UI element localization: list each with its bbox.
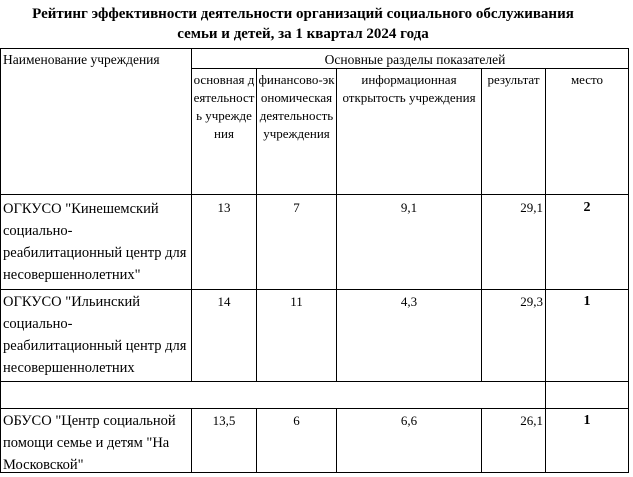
- report-title-line2: семьи и детей, за 1 квартал 2024 года: [177, 26, 429, 42]
- main-activity-score: 13,5: [212, 413, 236, 428]
- header-main-activity: основная деятельность учреждения: [193, 72, 255, 141]
- info-openness-score: 6,6: [400, 413, 418, 428]
- header-main-sections: Основные разделы показателей: [324, 52, 506, 67]
- header-institution: Наименование учреждения: [3, 52, 160, 67]
- header-place: место: [570, 72, 604, 87]
- place-value: 1: [583, 413, 591, 428]
- institution-name: ОБУСО "Центр социальной помощи семье и детям "На Московской": [3, 413, 176, 473]
- place-value: 2: [583, 200, 591, 215]
- header-info-openness: информационная открытость учреждения: [342, 72, 476, 105]
- financial-activity-score: 11: [290, 294, 303, 309]
- institution-name: ОГКУСО "Кинешемский социально-реабилитационный центр для несовершеннолетних": [3, 201, 187, 283]
- report-title-line1: Рейтинг эффективности деятельности организаций социального обслуживания: [32, 6, 574, 22]
- info-openness-score: 4,3: [400, 294, 418, 309]
- institution-name: ОГКУСО "Ильинский социально-реабилитационный центр для несовершеннолетних: [3, 294, 187, 376]
- result-score: 26,1: [520, 413, 543, 428]
- main-activity-score: 14: [217, 294, 231, 309]
- info-openness-score: 9,1: [400, 200, 418, 215]
- financial-activity-score: 7: [293, 200, 300, 215]
- header-result: результат: [487, 72, 540, 87]
- result-score: 29,3: [520, 294, 543, 309]
- place-value: 1: [583, 294, 591, 309]
- header-financial-activity: финансово-экономическая деятельность учреждения: [258, 72, 335, 141]
- result-score: 29,1: [520, 200, 543, 215]
- financial-activity-score: 6: [293, 413, 300, 428]
- main-activity-score: 13: [217, 200, 231, 215]
